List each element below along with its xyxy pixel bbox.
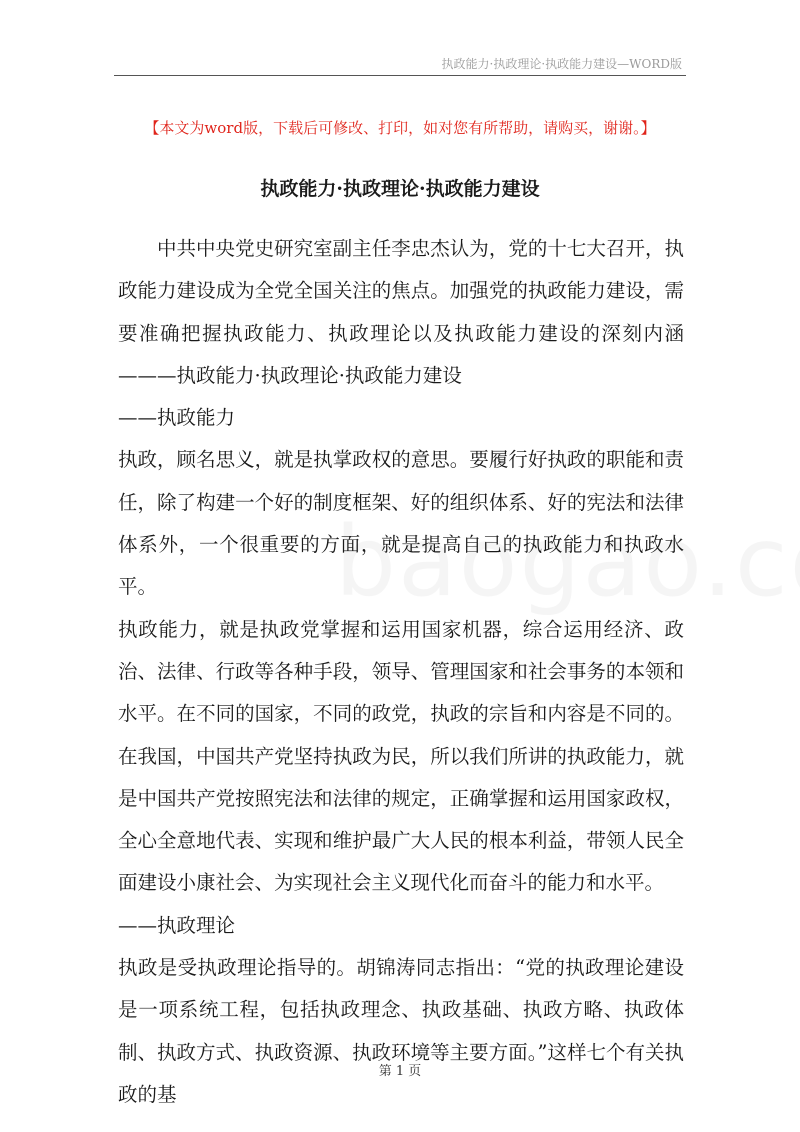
paragraph: 执政是受执政理论指导的。胡锦涛同志指出：“党的执政理论建设是一项系统工程，包括执政理念、执政基础、执政方略、执政体制、执政方式、执政资源、执政环境等主要方面。”这样七个有关执政的基 bbox=[118, 956, 684, 1106]
section-heading-capacity: ——执政能力 bbox=[118, 406, 236, 430]
paragraph-intro: 中共中央党史研究室副主任李忠杰认为，党的十七大召开，执政能力建设成为全党全国关注的焦点。加强党的执政能力建设，需要准确把握执政能力、执政理论以及执政能力建设的深刻内涵———执政能力·执政理论·执政能力建设 bbox=[118, 237, 684, 387]
page-number: 第 1 页 bbox=[378, 1064, 422, 1079]
download-notice: 【本文为word版，下载后可修改、打印，如对您有所帮助，请购买，谢谢。】 bbox=[144, 119, 656, 137]
section-heading-theory: ——执政理论 bbox=[118, 913, 236, 937]
paragraph: 执政能力，就是执政党掌握和运用国家机器，综合运用经济、政治、法律、行政等各种手段，领导、管理国家和社会事务的本领和水平。在不同的国家，不同的政党，执政的宗旨和内容是不同的。在我国，中国共产党坚持执政为民，所以我们所讲的执政能力，就是中国共产党按照宪法和法律的规定，正确掌握和运用国家政权，全心全意地代表、实现和维护最广大人民的根本利益，带领人民全面建设小康社会、为实现社会主义现代化而奋斗的能力和水平。 bbox=[118, 617, 684, 895]
document-body bbox=[118, 228, 684, 1116]
document-title: 执政能力·执政理论·执政能力建设 bbox=[260, 178, 540, 200]
running-header: 执政能力·执政理论·执政能力建设—WORD版 bbox=[441, 57, 682, 71]
header-divider bbox=[114, 75, 686, 76]
paragraph: 执政，顾名思义，就是执掌政权的意思。要履行好执政的职能和责任，除了构建一个好的制度框架、好的组织体系、好的宪法和法律体系外，一个很重要的方面，就是提高自己的执政能力和执政水平。 bbox=[118, 448, 684, 599]
